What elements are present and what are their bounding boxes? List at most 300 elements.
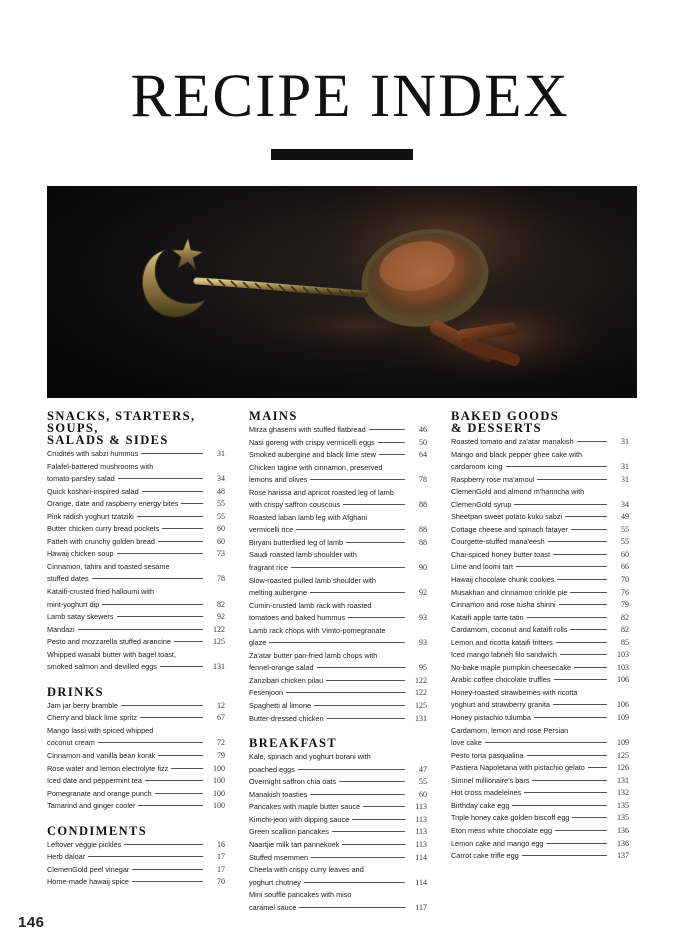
recipe-entry (451, 486, 629, 511)
recipe-name: Kale, spinach and yoghurt borani with (249, 752, 371, 762)
recipe-entry (249, 713, 427, 726)
recipe-name-continued: poached eggs (249, 764, 295, 774)
recipe-list (249, 751, 427, 914)
leader-line (555, 830, 607, 831)
page-ref: 31 (621, 462, 629, 472)
page-ref: 34 (621, 499, 629, 509)
leader-line (557, 579, 607, 580)
page-ref: 60 (419, 789, 427, 799)
page-ref: 109 (617, 713, 629, 723)
recipe-list (47, 839, 225, 889)
page-ref: 103 (617, 650, 629, 660)
recipe-name: Whipped wasabi butter with bagel toast, (47, 649, 176, 659)
recipe-name: Carrot cake trifle egg (451, 851, 519, 861)
page-ref: 55 (621, 537, 629, 547)
recipe-name: Chicken tagine with cinnamon, preserved (249, 462, 383, 472)
leader-line (527, 617, 607, 618)
recipe-name-continued: caramel sauce (249, 902, 297, 912)
recipe-name: Mirza ghasemi with stuffed flatbread (249, 425, 366, 434)
leader-line (98, 742, 203, 743)
page-ref: 55 (217, 499, 225, 509)
recipe-entry (451, 474, 629, 487)
recipe-name: Honey pistachio tulumba (451, 713, 531, 723)
recipe-name: Nasi goreng with crispy vermicelli eggs (249, 437, 375, 447)
recipe-name-continued: vermicelli rice (249, 525, 294, 535)
page-ref: 55 (217, 511, 225, 521)
page-ref: 17 (217, 852, 225, 862)
page-ref: 122 (213, 624, 225, 634)
recipe-name-continued: glaze (249, 638, 267, 648)
leader-line (304, 882, 405, 883)
recipe-entry (47, 523, 225, 536)
leader-line (512, 805, 607, 806)
recipe-entry (451, 812, 629, 825)
recipe-entry (249, 575, 427, 600)
index-section (47, 410, 225, 674)
recipe-entry (47, 486, 225, 499)
recipe-entry (451, 574, 629, 587)
recipe-name: Pesto and mozzarella stuffed arancine (47, 637, 171, 647)
recipe-entry (451, 649, 629, 662)
recipe-name: Green scallion pancakes (249, 827, 329, 837)
recipe-name: Butter chicken curry bread pockets (47, 524, 160, 534)
leader-line (548, 541, 607, 542)
recipe-entry (249, 437, 427, 450)
recipe-name: Orange, date and raspberry energy bites (47, 499, 179, 509)
recipe-name: Honey-roasted strawberries with ricotta (451, 687, 578, 697)
leader-line (298, 769, 405, 770)
section-heading (249, 410, 427, 422)
recipe-entry (249, 776, 427, 789)
page-ref: 137 (617, 851, 629, 861)
leader-line (514, 504, 607, 505)
recipe-name: Rose water and lemon electrolyte fizz (47, 763, 169, 773)
page-ref: 50 (419, 437, 427, 447)
recipe-name: Za'atar butter pan-fried lamb chops with (249, 650, 378, 660)
recipe-list (47, 700, 225, 813)
recipe-name: Fatteh with crunchy golden bread (47, 536, 155, 546)
page-ref: 85 (621, 637, 629, 647)
recipe-entry (249, 889, 427, 914)
recipe-name: Slow-roasted pulled lamb shoulder with (249, 575, 376, 585)
page-ref: 131 (415, 713, 427, 723)
recipe-entry (451, 850, 629, 863)
recipe-name-continued: cardamom icing (451, 462, 503, 472)
recipe-name: Eton mess white chocolate egg (451, 825, 552, 835)
page-ref: 113 (415, 839, 427, 849)
recipe-entry (249, 801, 427, 814)
recipe-entry (249, 449, 427, 462)
leader-line (117, 616, 203, 617)
page-ref: 88 (419, 500, 427, 510)
page-ref: 48 (217, 486, 225, 496)
leader-line (142, 491, 203, 492)
recipe-name: Mini soufflé pancakes with miso (249, 890, 352, 900)
leader-line (537, 479, 607, 480)
page-ref: 79 (217, 751, 225, 761)
page-ref: 55 (419, 777, 427, 787)
recipe-name: Courgette-stuffed mana'eesh (451, 537, 545, 547)
recipe-name: Spaghetti al limone (249, 701, 312, 711)
section-heading-line: MAINS (249, 409, 298, 423)
recipe-entry (249, 650, 427, 675)
index-section (249, 410, 427, 725)
recipe-name: Pancakes with maple butter sauce (249, 802, 361, 812)
recipe-entry (47, 775, 225, 788)
leader-line (310, 592, 405, 593)
recipe-name-continued: lemons and olives (249, 475, 308, 485)
recipe-name-continued: stuffed dates (47, 574, 89, 584)
recipe-name: Mandazi (47, 624, 75, 634)
recipe-entry (47, 712, 225, 725)
recipe-entry (249, 751, 427, 776)
recipe-name: Cottage cheese and spinach fatayer (451, 524, 568, 534)
page-ref: 12 (217, 700, 225, 710)
recipe-name: No-bake maple pumpkin cheesecake (451, 662, 572, 672)
section-heading-line: CONDIMENTS (47, 823, 148, 838)
recipe-name: Home-made hawaij spice (47, 877, 129, 887)
page-ref: 31 (217, 449, 225, 458)
recipe-name: Arabic coffee chocolate truffles (451, 675, 551, 685)
leader-line (553, 554, 607, 555)
leader-line (572, 817, 607, 818)
leader-line (181, 503, 203, 504)
section-heading-line: SNACKS, STARTERS, SOUPS, (47, 409, 196, 435)
recipe-name: Cinnamon and rose tusha shinni (451, 600, 556, 610)
recipe-name-continued: love cake (451, 738, 482, 748)
recipe-entry (451, 612, 629, 625)
recipe-entry (47, 763, 225, 776)
recipe-entry (451, 825, 629, 838)
recipe-entry (249, 700, 427, 713)
leader-line (317, 667, 405, 668)
recipe-name: Iced date and peppermint tea (47, 776, 142, 786)
recipe-entry (47, 800, 225, 813)
recipe-entry (451, 687, 629, 712)
index-column-1 (47, 410, 225, 901)
recipe-name: Lamb rack chops with Vimto-pomegranate (249, 625, 386, 635)
recipe-name-continued: tomato-parsley salad (47, 474, 115, 484)
leader-line (155, 793, 203, 794)
leader-line (570, 592, 607, 593)
page-ref: 122 (415, 675, 427, 685)
recipe-entry (451, 787, 629, 800)
page-ref: 93 (419, 638, 427, 648)
recipe-entry (249, 687, 427, 700)
page-ref: 90 (419, 563, 427, 573)
leader-line (378, 442, 405, 443)
recipe-entry (47, 750, 225, 763)
leader-line (132, 869, 203, 870)
recipe-name: Cinnamon, tahini and toasted sesame (47, 561, 170, 571)
recipe-entry (451, 662, 629, 675)
recipe-name: Kimchi-jeon with dipping sauce (249, 814, 350, 824)
recipe-name: Simnel millionaire's bars (451, 775, 530, 785)
leader-line (553, 704, 607, 705)
page-ref: 82 (621, 625, 629, 635)
page-ref: 82 (621, 612, 629, 622)
recipe-entry (451, 750, 629, 763)
leader-line (145, 780, 203, 781)
page-ref: 92 (217, 612, 225, 622)
recipe-name: Triple honey cake golden biscoff egg (451, 813, 570, 823)
recipe-name: Lemon and ricotta kataifi fritters (451, 637, 553, 647)
recipe-name-continued: coconut cream (47, 738, 95, 748)
page-ref: 126 (617, 763, 629, 773)
recipe-entry (451, 561, 629, 574)
recipe-entry (451, 725, 629, 750)
leader-line (574, 667, 607, 668)
recipe-entry (47, 649, 225, 674)
index-column-2 (249, 410, 427, 926)
leader-line (560, 654, 607, 655)
recipe-name-continued: melting aubergine (249, 588, 308, 598)
recipe-name-continued: mint-yoghurt dip (47, 599, 100, 609)
leader-line (369, 429, 405, 430)
leader-line (118, 478, 203, 479)
recipe-name: Sheetpan sweet potato kuku sabzi (451, 512, 563, 522)
recipe-entry (451, 712, 629, 725)
recipe-name-continued: fennel-orange salad (249, 663, 314, 673)
leader-line (174, 641, 203, 642)
recipe-entry (47, 624, 225, 637)
leader-line (102, 604, 203, 605)
leader-line (311, 857, 405, 858)
section-heading (451, 410, 629, 434)
recipe-entry (249, 625, 427, 650)
recipe-name: Jam jar berry bramble (47, 700, 118, 710)
leader-line (296, 529, 405, 530)
recipe-name: Leftover veggie pickles (47, 839, 122, 849)
recipe-name: Hot cross madeleines (451, 788, 522, 798)
page-ref: 88 (419, 537, 427, 547)
recipe-entry (249, 864, 427, 889)
leader-line (516, 566, 607, 567)
leader-line (527, 755, 607, 756)
leader-line (570, 629, 607, 630)
recipe-entry (451, 524, 629, 537)
section-heading (47, 686, 225, 698)
leader-line (132, 881, 203, 882)
recipe-name: Mango and black pepper ghee cake with (451, 449, 583, 459)
recipe-entry (451, 762, 629, 775)
page-ref: 131 (213, 662, 225, 672)
recipe-name: Zanzibari chicken pilau (249, 675, 324, 685)
section-heading-line: & DESSERTS (451, 421, 543, 435)
page-ref: 135 (617, 813, 629, 823)
index-section (451, 410, 629, 863)
page-ref: 95 (419, 663, 427, 673)
leader-line (534, 717, 607, 718)
page-ref: 88 (419, 525, 427, 535)
recipe-name: Hawaij chocolate chunk cookies (451, 575, 555, 585)
page-ref: 60 (217, 524, 225, 534)
recipe-name: Musakhan and cinnamon crinkle pie (451, 587, 568, 597)
page-ref: 79 (621, 600, 629, 610)
leader-line (339, 781, 405, 782)
recipe-name: Pesto torta pasqualina (451, 750, 524, 760)
recipe-name: Kataifi apple tarte tatin (451, 612, 524, 622)
page-ref: 114 (415, 852, 427, 862)
leader-line (162, 528, 203, 529)
section-heading-line: SALADS & SIDES (47, 433, 169, 447)
leader-line (299, 907, 405, 908)
recipe-entry (249, 839, 427, 852)
title-underline-bar (271, 149, 413, 160)
recipe-name: Pastiera Napoletana with pistachio gelato (451, 763, 585, 773)
page-ref: 16 (217, 839, 225, 849)
page-ref: 78 (217, 574, 225, 584)
page-ref: 31 (621, 474, 629, 484)
recipe-name: ClemenGold and almond m'hanncha with (451, 487, 585, 497)
recipe-name: Crudités with sabzi hummus (47, 449, 139, 458)
page-ref: 125 (415, 701, 427, 711)
recipe-name: Falafel-battered mushrooms with (47, 461, 154, 471)
recipe-entry (451, 436, 629, 449)
recipe-entry (451, 587, 629, 600)
recipe-name: Roasted tomato and za'atar manakish (451, 437, 574, 446)
leader-line (348, 617, 405, 618)
page-ref: 60 (621, 549, 629, 559)
recipe-entry (47, 851, 225, 864)
recipe-name: ClemenGold peel vinegar (47, 864, 130, 874)
page-ref: 82 (217, 599, 225, 609)
page-ref: 113 (415, 802, 427, 812)
section-heading-line: BREAKFAST (249, 736, 338, 751)
leader-line (343, 504, 405, 505)
recipe-name: Lamb satay skewers (47, 612, 114, 622)
recipe-entry (249, 826, 427, 839)
page-ref: 114 (415, 877, 427, 887)
recipe-entry (451, 800, 629, 813)
leader-line (286, 692, 405, 693)
recipe-entry (249, 600, 427, 625)
leader-line (124, 844, 203, 845)
leader-line (310, 479, 405, 480)
index-section (249, 737, 427, 914)
recipe-name: Fesenjoon (249, 688, 284, 698)
recipe-entry (47, 498, 225, 511)
page-ref: 34 (217, 474, 225, 484)
recipe-name: Mango lassi with spiced whipped (47, 725, 154, 735)
page-ref: 67 (217, 713, 225, 723)
recipe-entry (451, 449, 629, 474)
page-ref: 117 (415, 902, 427, 912)
page-ref: 132 (617, 788, 629, 798)
recipe-entry (47, 725, 225, 750)
recipe-entry (249, 852, 427, 865)
recipe-entry (451, 549, 629, 562)
spoon-with-spice-image (47, 186, 637, 398)
recipe-entry (47, 536, 225, 549)
page-title: RECIPE INDEX (130, 63, 570, 130)
recipe-entry (249, 789, 427, 802)
page-ref: 17 (217, 864, 225, 874)
leader-line (310, 794, 405, 795)
leader-line (158, 541, 203, 542)
recipe-list (47, 448, 225, 674)
leader-line (117, 553, 203, 554)
recipe-name: Stuffed msemmen (249, 852, 309, 862)
leader-line (141, 453, 203, 454)
recipe-name: Kataifi-crusted fried halloumi with (47, 587, 155, 597)
recipe-name: Lime and loomi tart (451, 562, 514, 572)
section-heading (249, 737, 427, 749)
leader-line (158, 755, 203, 756)
page-ref: 106 (617, 700, 629, 710)
recipe-entry (47, 448, 225, 461)
recipe-entry (47, 611, 225, 624)
leader-line (140, 717, 203, 718)
leader-line (559, 604, 607, 605)
page-ref: 78 (419, 475, 427, 485)
index-section (47, 686, 225, 813)
page-ref: 113 (415, 827, 427, 837)
page-ref: 100 (213, 776, 225, 786)
recipe-name: Manakish toasties (249, 789, 308, 799)
recipe-entry (451, 838, 629, 851)
recipe-name: Cardamom, coconut and kataifi rolls (451, 625, 568, 635)
page-ref: 109 (617, 738, 629, 748)
index-column-3 (451, 410, 629, 875)
recipe-name: Raspberry rose ma'amoul (451, 474, 535, 484)
recipe-name: Pomegranate and orange punch (47, 788, 152, 798)
leader-line (565, 516, 607, 517)
page-ref: 92 (419, 588, 427, 598)
recipe-name-continued: yoghurt chutney (249, 877, 301, 887)
page-ref: 49 (621, 512, 629, 522)
recipe-name: Herb daloar (47, 852, 86, 862)
leader-line (577, 441, 607, 442)
page-number: 146 (18, 914, 45, 931)
recipe-name: Cheela with crispy curry leaves and (249, 865, 364, 875)
recipe-name: Hawaij chicken soup (47, 549, 114, 559)
page-ref: 131 (617, 775, 629, 785)
recipe-entry (451, 637, 629, 650)
page-ref: 66 (621, 562, 629, 572)
recipe-name: Rose harissa and apricot roasted leg of lamb (249, 487, 394, 497)
recipe-name-continued: fragrant rice (249, 563, 288, 573)
page-ref: 106 (617, 675, 629, 685)
recipe-list (451, 436, 629, 863)
leader-line (138, 805, 203, 806)
page-ref: 100 (213, 788, 225, 798)
page-ref: 70 (217, 877, 225, 887)
recipe-entry (47, 788, 225, 801)
recipe-name: Naartjie milk tart pannekoek (249, 839, 340, 849)
leader-line (160, 666, 203, 667)
page-ref: 70 (621, 575, 629, 585)
section-heading-line: DRINKS (47, 684, 105, 699)
index-section (47, 825, 225, 889)
recipe-entry (451, 536, 629, 549)
recipe-name-continued: with crispy saffron couscous (249, 500, 341, 510)
page-ref: 125 (617, 750, 629, 760)
page-ref: 76 (621, 587, 629, 597)
leader-line (88, 856, 203, 857)
recipe-entry (47, 839, 225, 852)
leader-line (363, 806, 405, 807)
recipe-name: Chai-spiced honey butter toast (451, 549, 550, 559)
recipe-name: Roasted laban lamb leg with Afghani (249, 512, 368, 522)
section-heading (47, 825, 225, 837)
leader-line (588, 767, 607, 768)
recipe-name: Saudi roasted lamb shoulder with (249, 550, 357, 560)
leader-line (314, 705, 405, 706)
leader-line (346, 542, 405, 543)
recipe-entry (249, 512, 427, 537)
leader-line (92, 578, 203, 579)
